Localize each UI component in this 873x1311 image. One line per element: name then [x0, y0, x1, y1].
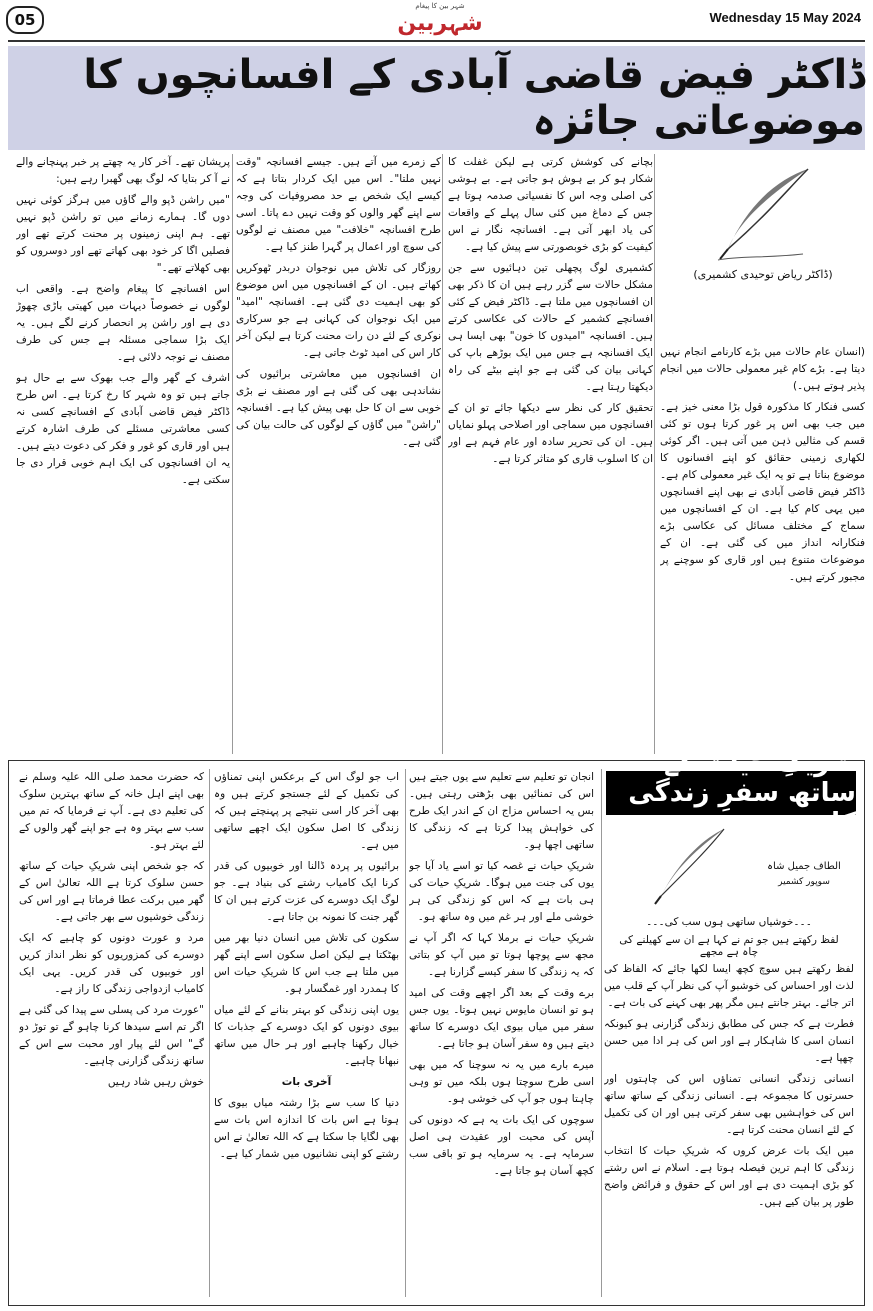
paragraph: ان افسانچوں میں معاشرتی برائیوں کی نشاندہی بھی کی گئی ہے اور مصنف نے بڑی خوبی سے ان کا حل بھی پیش کیا ہے۔ افسانچہ "راشن" میں گاؤں کے لوگوں کی حالت بیان کی گئی ہے۔: [236, 368, 441, 448]
article1-byline-block: [668, 164, 858, 334]
paragraph: اس افسانچے کا پیغام واضح ہے۔ واقعی اب لوگوں نے خصوصاً دیہات میں کھیتی باڑی چھوڑ دی ہے اور راشن پر انحصار کرنے لگے ہیں۔ یہ ایک بڑا سماجی مسئلہ ہے جس کی طرف مصنف نے توجہ دلائی ہے۔: [16, 283, 230, 363]
paragraph: سوچوں کی ایک بات یہ ہے کہ دونوں کی آپس کی محبت اور عقیدت ہی اصل سرمایہ ہے۔ یہ سرمایہ ہو تو باقی سب کچھ آسان ہو جاتا ہے۔: [409, 1114, 594, 1177]
paragraph: "عورت مرد کی پسلی سے پیدا کی گئی ہے اگر تم اسے سیدھا کرنا چاہو گے تو توڑ دو گے" اس لئے پیار اور محبت سے اس کے ساتھ زندگی گزارنی چاہیے۔: [19, 1004, 204, 1067]
paragraph: دنیا کا سب سے بڑا رشتہ میاں بیوی کا ہوتا ہے اس بات کا اندازہ اس بات سے بھی لگایا جا سکتا ہے کہ اللہ تعالیٰ نے اس رشتے کو اپنی نشانیوں میں شمار کیا ہے۔: [214, 1097, 399, 1160]
paragraph: (انسان عام حالات میں بڑے کارنامے انجام نہیں دیتا ہے۔ بڑے کام غیر معمولی حالات میں انجام پذیر ہوتے ہیں۔): [660, 346, 865, 392]
poem-line: ۔۔۔خوشیاں ساتھی ہوں سب کی۔۔۔: [646, 916, 812, 928]
masthead: [370, 2, 510, 38]
paragraph: کہ حضرت محمد صلی اللہ علیہ وسلم نے بھی اپنے اہل خانہ کے ساتھ بہترین سلوک کی تعلیم دی ہے۔ آپ نے فرمایا کہ تم میں سب سے بہتر وہ ہے جو اپنے گھر والوں کے لئے بہتر ہو۔: [19, 771, 204, 851]
paragraph: برے وقت کے بعد اگر اچھے وقت کی امید ہو تو انسان مایوس نہیں ہوتا۔ یوں جس سفر میں میاں بیوی ایک دوسرے کا ساتھ دیتے ہیں وہ سفر آسان ہو جاتا ہے۔: [409, 987, 594, 1050]
paragraph: کسی فنکار کا مذکورہ قول بڑا معنی خیز ہے۔ میں جب بھی اس پر غور کرتا ہوں تو کئی قسم کی مثالیں ذہن میں آتی ہیں۔ اگر کوئی لکھاری زمینی حقائق کو اپنے افسانوں کا موضوع بناتا ہے تو یہ ایک غیر معمولی کام ہے۔ ڈاکٹر فیض قاضی آبادی نے بھی اپنے افسانچوں میں یہی کام کیا ہے۔ ان کے افسانچوں میں سماج کے مختلف مسائل کی عکاسی بڑے فنکارانہ انداز میں کی گئی ہے۔ ان کے موضوعات متنوع ہیں اور قاری کو سوچنے پر مجبور کرتے ہیں۔: [660, 401, 865, 583]
article2-subheading: آخری بات: [281, 1076, 332, 1088]
paragraph: کشمیری لوگ پچھلی تین دہائیوں سے جن مشکل حالات سے گزر رہے ہیں ان کا ذکر بھی ان افسانچوں میں ملتا ہے۔ ڈاکٹر فیض کے کئی افسانچے کشمیر کے حالات کی عکاسی کرتے ہیں۔ افسانچہ "امیدوں کا خون" بھی ایسا ہی ایک افسانچہ ہے جس میں ایک بوڑھے باپ کی کہانی بیان کی گئی ہے جو اپنے بیٹے کی راہ دیکھتا رہتا ہے۔: [448, 262, 653, 393]
poem-line: لفظ رکھتے ہیں جو تم نے کہا ہے ان سے کھیلنے کی چاہ ہے مجھے: [619, 934, 839, 958]
article1-column-4: [16, 154, 230, 754]
column-divider: [232, 154, 233, 754]
article2-author-place: سوپور کشمیر: [778, 877, 830, 887]
article2-title-box: [606, 748, 856, 838]
paragraph: مرد و عورت دونوں کو چاہیے کہ ایک دوسرے کی کمزوریوں کو نظر انداز کریں اور خوبیوں کی قدر کریں۔ یہی ایک کامیاب ازدواجی زندگی کا راز ہے۔: [19, 932, 204, 995]
paragraph: تحقیق کار کی نظر سے دیکھا جائے تو ان کے افسانچوں میں سماجی اور اصلاحی پہلو نمایاں ہیں۔ ان کی تحریر سادہ اور عام فہم ہے اور ان کا اسلوب قاری کو متاثر کرتا ہے۔: [448, 402, 653, 465]
column-divider: [209, 769, 210, 1297]
paragraph: اب جو لوگ اس کے برعکس اپنی تمناؤں کی تکمیل کے لئے جستجو کرتے ہیں وہ بھی آخر کار اسی نتیجے پر پہنچتے ہیں کہ زندگی کا اصل سکون ایک اچھے ساتھی میں ہے۔: [214, 771, 399, 851]
article2-column-1: [604, 961, 854, 1296]
paragraph: "میں راشن ڈپو والے گاؤں میں ہرگز کوئی نہیں دوں گا۔ ہمارے زمانے میں تو راشن ڈپو نہیں تھے۔ ہم اپنی زمینوں پر محنت کرتے تھے اور فصلیں اگا کر خود بھی کھاتے تھے اور دوسروں کو بھی کھلاتے تھے۔": [16, 194, 230, 274]
paragraph: پریشان تھے۔ آخر کار یہ چھتے پر خبر پہنچانے والے نے آ کر بتایا کہ لوگ بھی گھبرا رہے ہیں:: [16, 156, 230, 185]
article2-title: شریکِ حیات کے ساتھ سفرِ زندگی کا: [628, 748, 856, 838]
paragraph: میرے بارے میں یہ نہ سوچنا کہ میں بھی اسی طرح سوچتا ہوں بلکہ میں تو وہی چاہتا ہوں جو آپ کی خوشی ہو۔: [409, 1059, 594, 1105]
paragraph: شریکِ حیات نے برملا کہا کہ اگر آپ نے مجھ سے پوچھا ہوتا تو میں آپ کو بتاتی کہ یہ زندگی کا سفر کیسے گزارنا ہے۔: [409, 932, 594, 978]
header-divider: [8, 40, 865, 42]
column-divider: [601, 769, 602, 1297]
paragraph: برائیوں پر پردہ ڈالنا اور خوبیوں کی قدر کرنا ایک کامیاب رشتے کی بنیاد ہے۔ جو لوگ ایک دوسرے کی عزت کرتے ہیں ان کا گھر جنت کا نمونہ بن جاتا ہے۔: [214, 860, 399, 923]
paragraph: روزگار کی تلاش میں نوجوان دربدر ٹھوکریں کھاتے ہیں۔ ان کے افسانچوں میں اس موضوع کو بھی اہمیت دی گئی ہے۔ افسانچہ "امید" میں ایک نوجوان کی کہانی ہے جو سرکاری نوکری کے لئے دن رات محنت کرتا ہے لیکن آخر کار اس کی امید ٹوٹ جاتی ہے۔: [236, 262, 441, 359]
page-number: 05: [6, 6, 44, 34]
article1-byline: (ڈاکٹر ریاض توحیدی کشمیری): [693, 268, 833, 281]
paragraph: کے زمرے میں آتے ہیں۔ جیسے افسانچہ "وقت نہیں ملتا"۔ اس میں ایک کردار بتاتا ہے کہ کیسے ایک شخص بے حد مصروفیات کی وجہ سے اپنے گھر والوں کو وقت نہیں دے پاتا۔ اسی طرح افسانچہ "خلافت" میں مصنف نے لوگوں کی سوچ اور اعمال پر گہرا طنز کیا ہے۔: [236, 156, 441, 253]
paragraph: سکون کی تلاش میں انسان دنیا بھر میں بھٹکتا ہے لیکن اصل سکون اسے اپنے گھر میں ملتا ہے جب اس کا شریکِ حیات اس کا ہمدرد اور غمگسار ہو۔: [214, 932, 399, 995]
quill-pen-icon: [649, 826, 729, 906]
article2-column-4: [19, 769, 204, 1297]
article2-author: الطاف جمیل شاہ: [767, 861, 841, 872]
paragraph: یوں اپنی زندگی کو بہتر بنانے کے لئے میاں بیوی دونوں کو ایک دوسرے کے جذبات کا خیال رکھنا چاہیے اور ہر حال میں ساتھ نبھانا چاہیے۔: [214, 1004, 399, 1067]
paragraph: بچانے کی کوشش کرتی ہے لیکن غفلت کا شکار ہو کر بے ہوش ہو جاتی ہے۔ بے ہوشی کی اصلی وجہ اس کا نفسیاتی صدمہ ہوتا ہے جس کے دماغ میں کئی سال پہلے کے واقعات کی یاد ابھر آتی ہے۔ افسانچہ نگار نے اس کیفیت کو بڑی خوبصورتی سے پیش کیا ہے۔: [448, 156, 653, 253]
quill-pen-icon: [708, 164, 818, 264]
column-divider: [442, 154, 443, 754]
article1-column-2: [448, 154, 653, 754]
article1-headline-banner: [8, 46, 865, 150]
paragraph: فطرت ہے کہ جس کی مطابق زندگی گزارنی ہو کیونکہ انسان اسی کا شاہکار ہے اور اس کی ہر ادا میں حسن چھپا ہے۔: [604, 1018, 854, 1064]
article2-column-3: [214, 769, 399, 1297]
column-divider: [654, 154, 655, 754]
paragraph: انسانی زندگی انسانی تمناؤں اس کی چاہتوں اور حسرتوں کا مجموعہ ہے۔ انسانی زندگی کے ساتھ ساتھ اس کی خواہشیں بھی سفر کرتی ہیں اور ان کی تکمیل کے لئے انسان محنت کرتا ہے۔: [604, 1073, 854, 1136]
article1-column-1: [660, 344, 865, 754]
article2-column-2: [409, 769, 594, 1297]
paragraph: شریکِ حیات نے غصہ کیا تو اسے یاد آیا جو یوں کی جنت میں ہوگا۔ شریکِ حیات کی ہی بات ہے کہ اس کو زندگی کی ہر خوشی ملے اور ہر غم میں وہ ساتھ ہو۔: [409, 860, 594, 923]
paragraph: لفظ رکھتے ہیں سوچ کچھ ایسا لکھا جائے کہ الفاظ کی لذت اور احساس کی خوشبو آپ کی نظر آپ کے قلب میں اتر جائے۔ بہتر جانتے ہیں مگر پھر بھی کہنے کی بات ہے۔: [604, 963, 854, 1009]
masthead-logo: شہربین: [397, 11, 483, 36]
article1-column-3: [236, 154, 441, 754]
column-divider: [405, 769, 406, 1297]
masthead-tag: شہر بین کا پیغام: [415, 2, 465, 10]
article2-frame: [8, 748, 865, 1306]
paragraph: میں ایک بات عرض کروں کہ شریکِ حیات کا انتخاب زندگی کا اہم ترین فیصلہ ہوتا ہے۔ اسلام نے اس رشتے کو بڑی اہمیت دی ہے اور اس کے حقوق و فرائض واضح طور پر بیان کیے ہیں۔: [604, 1145, 854, 1208]
article1-headline: ڈاکٹر فیض قاضی آبادی کے افسانچوں کا موضوعاتی جائزہ: [83, 52, 865, 144]
closing-line: خوش رہیں شاد رہیں: [107, 1076, 204, 1088]
paragraph: اشرف کے گھر والے جب بھوک سے بے حال ہو جاتے ہیں تو وہ شہر کا رخ کرتا ہے۔ اس طرح ڈاکٹر فیض قاضی آبادی کے افسانچے کسی نہ کسی معاشرتی مسئلے کی طرف اشارہ کرتے ہیں اور قاری کو غور و فکر کی دعوت دیتے ہیں۔ یہ ان افسانچوں کی ایک اہم خوبی قرار دی جا سکتی ہے۔: [16, 372, 230, 486]
issue-date: Wednesday 15 May 2024: [709, 10, 861, 25]
paragraph: کہ جو شخص اپنی شریکِ حیات کے ساتھ حسن سلوک کرتا ہے اللہ تعالیٰ اس کے گھر میں برکت عطا فرماتا ہے اور اس کی زندگی خوشیوں سے بھر جاتی ہے۔: [19, 860, 204, 923]
paragraph: انجان تو تعلیم سے تعلیم سے یوں جیتے ہیں اس کی تمنائیں بھی بڑھتی رہتی ہیں۔ بس یہ احساس مزاج ان کے اندر ایک طرح کی خواہش پیدا کرتا ہے کہ زندگی کا ساتھی اچھا ہو۔: [409, 771, 594, 851]
article1: [8, 154, 865, 754]
